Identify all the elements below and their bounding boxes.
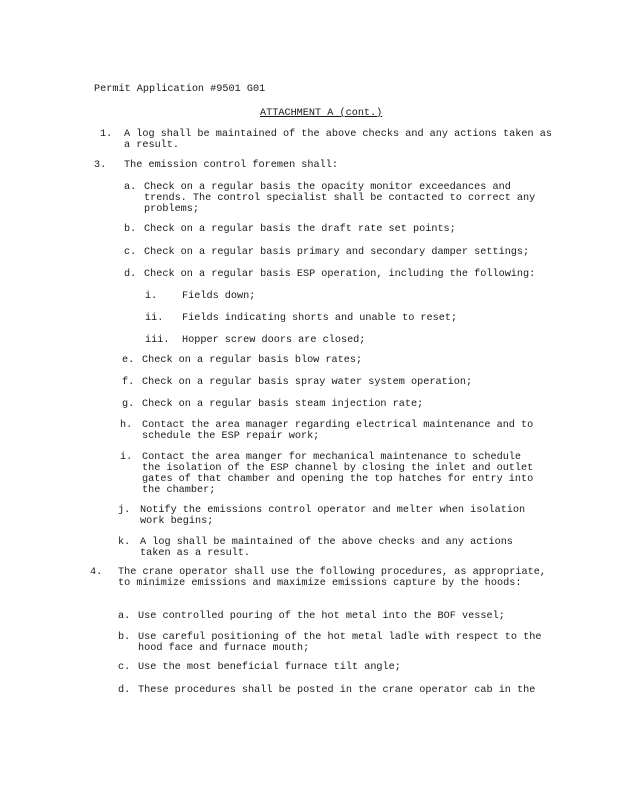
item-number: e. xyxy=(122,355,135,366)
item-text: Check on a regular basis the opacity monitor exceedances and trends. The control specialist shall be contacted to correct any problems; xyxy=(144,182,536,215)
item-number: 1. xyxy=(100,129,113,140)
item-text: Notify the emissions control operator and melter when isolation work begins; xyxy=(140,505,526,527)
item-number: h. xyxy=(120,420,133,431)
item-text: A log shall be maintained of the above checks and any actions taken as a result. xyxy=(124,129,552,151)
item-number: a. xyxy=(118,611,131,622)
item-text: Check on a regular basis primary and secondary damper settings; xyxy=(144,247,530,258)
item-text: Check on a regular basis spray water system operation; xyxy=(142,377,473,388)
item-number: ii. xyxy=(145,313,164,324)
item-number: a. xyxy=(124,182,137,193)
item-text: Contact the area manager regarding electrical maintenance and to schedule the ESP repair work; xyxy=(142,420,534,442)
item-text: Use the most beneficial furnace tilt angle; xyxy=(138,662,401,673)
item-number: iii. xyxy=(145,335,170,346)
item-text: Fields indicating shorts and unable to reset; xyxy=(182,313,458,324)
item-text: The emission control foremen shall: xyxy=(124,160,338,171)
item-text: A log shall be maintained of the above checks and any actions taken as a result. xyxy=(140,537,513,559)
item-number: i. xyxy=(145,291,158,302)
item-text: Contact the area manger for mechanical maintenance to schedule the isolation of the ESP channel by closing the inlet and outlet gates of that chamber and opening the top hatches for entry into the chamber; xyxy=(142,452,534,496)
attachment-title: ATTACHMENT A (cont.) xyxy=(260,108,383,119)
item-number: c. xyxy=(124,247,137,258)
document-header: Permit Application #9501 G01 xyxy=(94,84,266,95)
item-number: k. xyxy=(118,537,131,548)
item-text: The crane operator shall use the following procedures, as appropriate, to minimize emissions and maximize emissions capture by the hoods: xyxy=(118,567,546,589)
item-text: Check on a regular basis the draft rate set points; xyxy=(144,224,456,235)
item-number: g. xyxy=(122,399,135,410)
item-text: Fields down; xyxy=(182,291,256,302)
item-number: 3. xyxy=(94,160,107,171)
item-text: These procedures shall be posted in the crane operator cab in the xyxy=(138,685,536,696)
item-number: j. xyxy=(118,505,131,516)
item-number: b. xyxy=(118,632,131,643)
item-text: Use controlled pouring of the hot metal into the BOF vessel; xyxy=(138,611,505,622)
item-number: d. xyxy=(118,685,131,696)
item-number: b. xyxy=(124,224,137,235)
item-text: Hopper screw doors are closed; xyxy=(182,335,366,346)
item-text: Check on a regular basis ESP operation, including the following: xyxy=(144,269,536,280)
item-number: f. xyxy=(122,377,135,388)
item-text: Check on a regular basis steam injection rate; xyxy=(142,399,424,410)
item-text: Use careful positioning of the hot metal ladle with respect to the hood face and furnace mouth; xyxy=(138,632,542,654)
item-number: i. xyxy=(120,452,133,463)
item-text: Check on a regular basis blow rates; xyxy=(142,355,363,366)
item-number: d. xyxy=(124,269,137,280)
item-number: c. xyxy=(118,662,131,673)
item-number: 4. xyxy=(90,567,103,578)
